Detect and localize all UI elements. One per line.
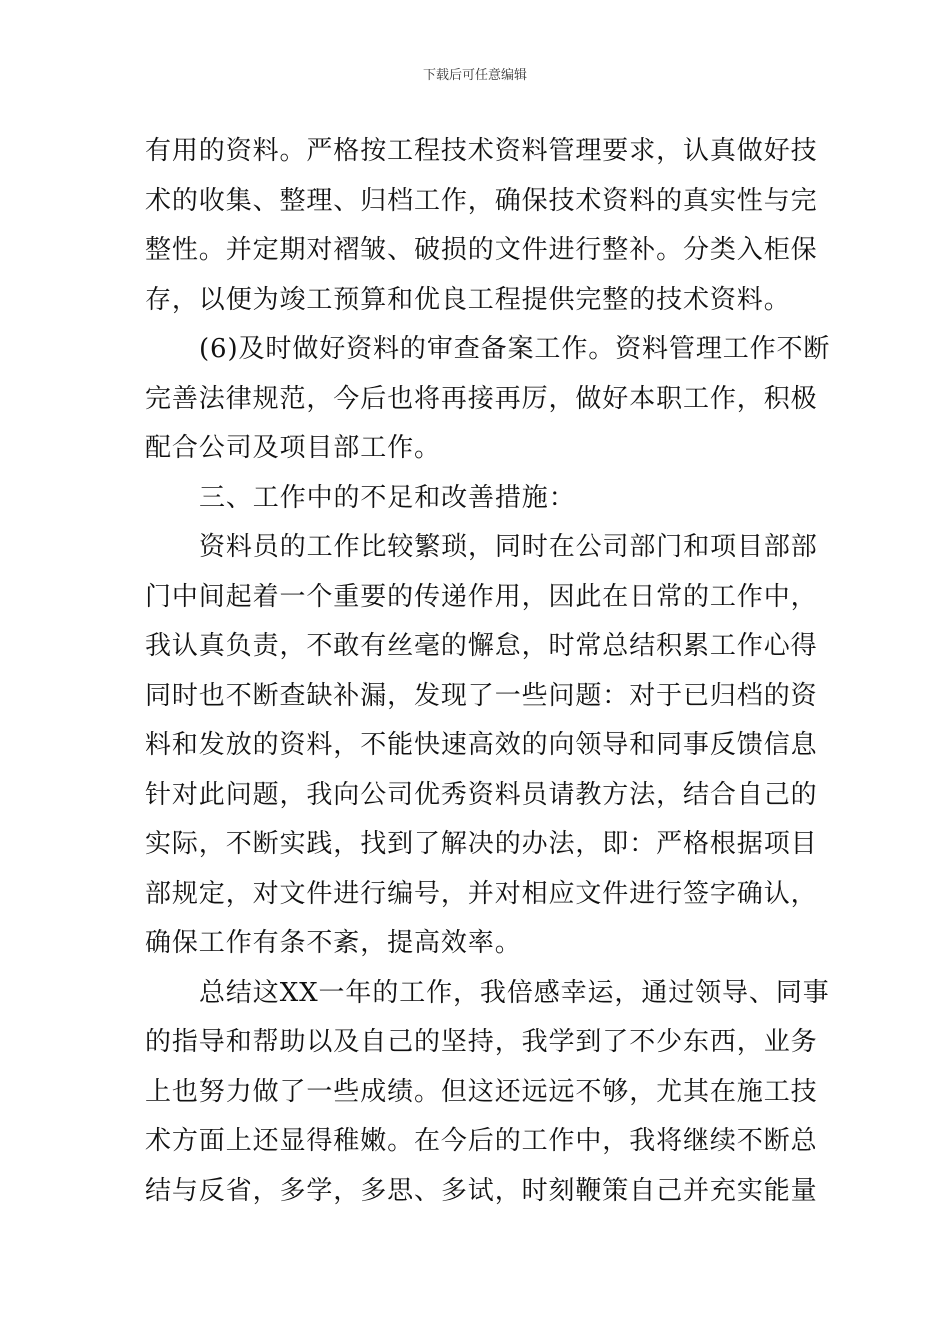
text-line: 术方面上还显得稚嫩。在今后的工作中，我将继续不断总 [145, 1126, 818, 1156]
text-line: 资料员的工作比较繁琐，同时在公司部门和项目部部 [199, 532, 818, 562]
text-line: 同时也不断查缺补漏，发现了一些问题：对于已归档的资 [145, 680, 818, 711]
text-line: 确保工作有条不紊，提高效率。 [145, 928, 522, 958]
paragraph-summary [145, 969, 830, 1217]
text-line: 门中间起着一个重要的传递作用，因此在日常的工作中， [145, 581, 818, 612]
page-header-note: 下载后可任意编辑 [422, 68, 527, 83]
section-heading: 三、工作中的不足和改善措施： [199, 482, 576, 513]
text-line: 完善法律规范，今后也将再接再厉，做好本职工作，积极 [145, 383, 818, 414]
document-body [145, 127, 831, 1216]
text-line: 料和发放的资料，不能快速高效的向领导和同事反馈信息 [145, 730, 818, 760]
paragraph-item-6 [145, 325, 831, 474]
text-line: 配合公司及项目部工作。 [145, 433, 441, 463]
text-line: 总结这XX一年的工作，我倍感幸运，通过领导、同事 [199, 977, 830, 1008]
text-line: 结与反省，多学，多思、多试，时刻鞭策自己并充实能量 [145, 1175, 818, 1206]
text-line: 我认真负责，不敢有丝毫的懈怠，时常总结积累工作心得 [145, 631, 818, 661]
section-heading-shortcomings [145, 474, 807, 524]
text-line: 术的收集、整理、归档工作，确保技术资料的真实性与完 [145, 185, 818, 216]
text-line: (6)及时做好资料的审查备案工作。资料管理工作不断 [199, 334, 831, 364]
paragraph-shortcomings [145, 523, 818, 969]
text-line: 实际，不断实践，找到了解决的办法，即：严格根据项目 [145, 829, 818, 859]
text-line: 部规定，对文件进行编号，并对相应文件进行签字确认， [145, 878, 818, 909]
text-line: 上也努力做了一些成绩。但这还远远不够，尤其在施工技 [145, 1076, 818, 1107]
text-line: 的指导和帮助以及自己的坚持，我学到了不少东西，业务 [145, 1027, 818, 1057]
text-line: 整性。并定期对褶皱、破损的文件进行整补。分类入柜保 [145, 235, 818, 265]
paragraph-archive-management [145, 127, 818, 325]
text-line: 有用的资料。严格按工程技术资料管理要求，认真做好技 [145, 136, 818, 166]
text-line: 存，以便为竣工预算和优良工程提供完整的技术资料。 [145, 284, 791, 315]
text-line: 针对此问题，我向公司优秀资料员请教方法，结合自己的 [145, 779, 818, 810]
